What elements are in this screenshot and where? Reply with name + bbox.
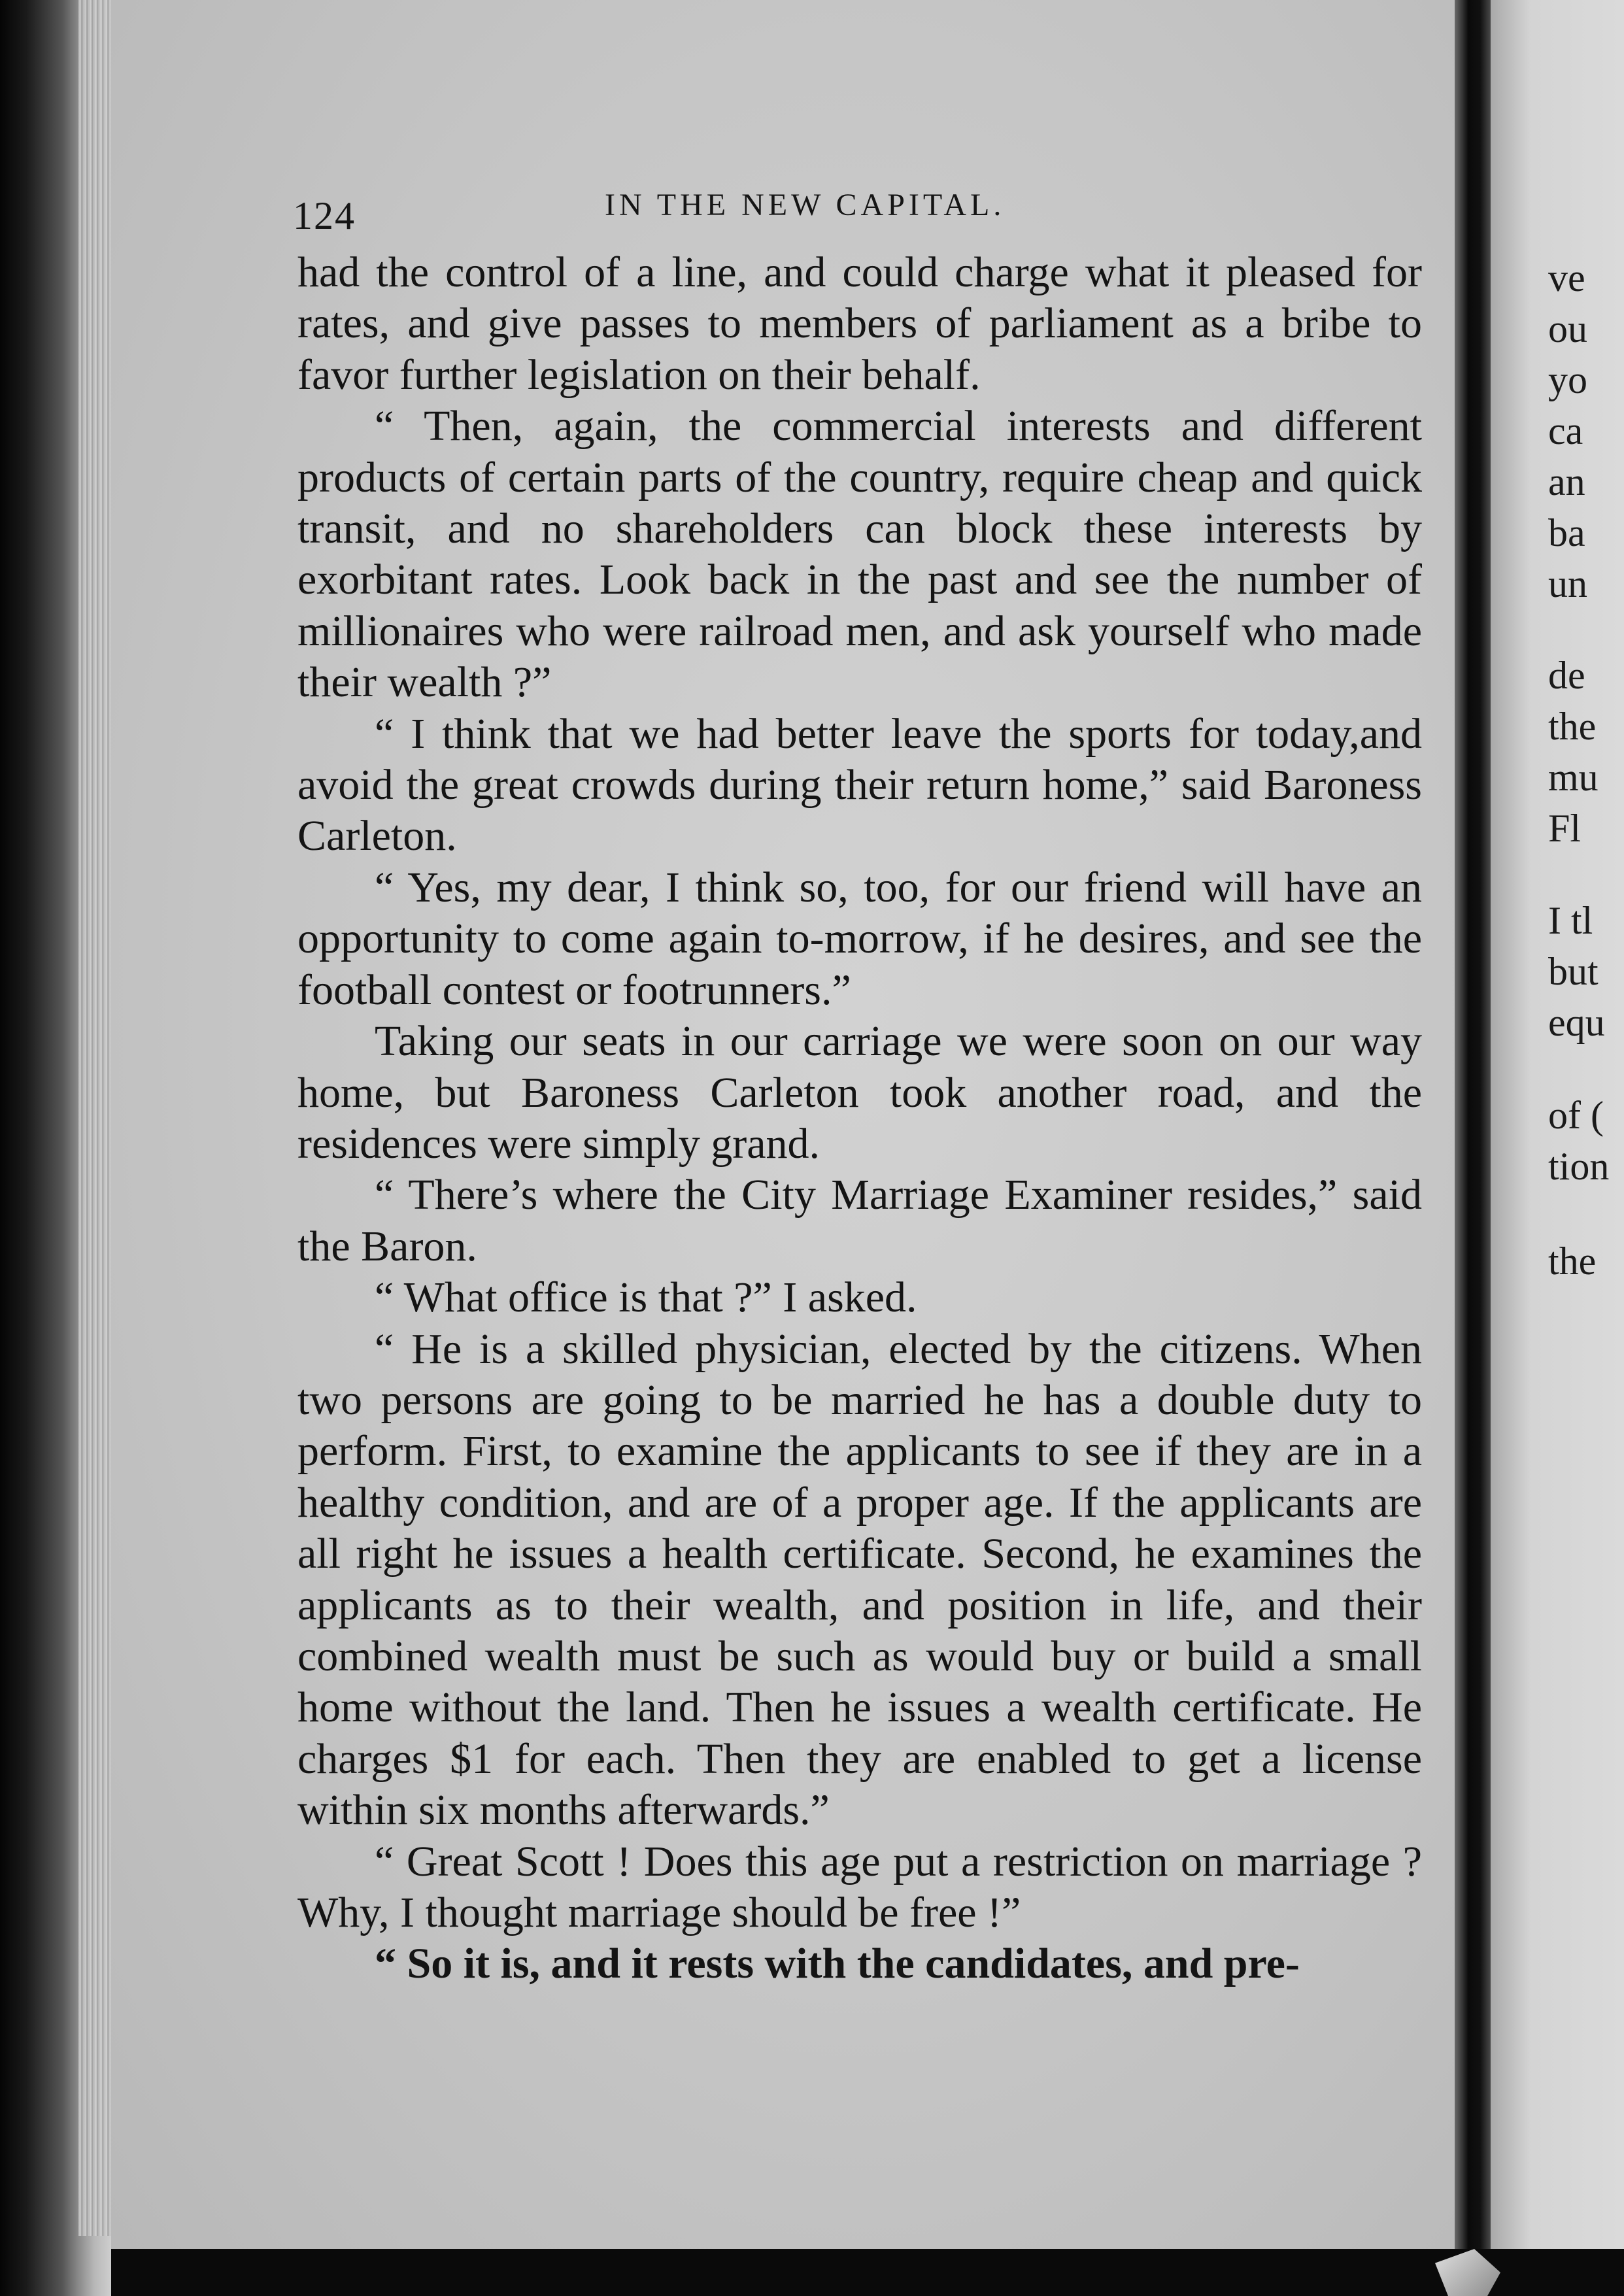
facing-fragment: yo	[1548, 358, 1587, 401]
scan-border	[111, 2249, 1624, 2296]
facing-fragment: ca	[1548, 409, 1583, 452]
paragraph: “ Great Scott ! Does this age put a restriction on marriage ? Why, I thought marriage should be free !”	[297, 1837, 1422, 1936]
facing-page	[1491, 0, 1624, 2249]
facing-fragment: an	[1548, 460, 1585, 503]
paragraph: “ Yes, my dear, I think so, too, for our friend will have an opportunity to come again to-morrow, if he desires, and see the football contest or footrunners.”	[297, 863, 1422, 1014]
facing-fragment: de	[1548, 654, 1585, 697]
facing-fragment: ba	[1548, 511, 1585, 554]
facing-fragment: mu	[1548, 756, 1599, 799]
paragraph: “ I think that we had better leave the sports for today,and avoid the great crowds during their return home,” said Baroness Carleton.	[297, 709, 1422, 860]
facing-fragment: Fl	[1548, 807, 1582, 850]
running-head: IN THE NEW CAPITAL.	[605, 188, 1006, 222]
facing-fragment: the	[1548, 705, 1597, 748]
body-text	[297, 247, 1422, 1990]
facing-fragment: un	[1548, 562, 1587, 605]
paragraph: had the control of a line, and could charge what it pleased for rates, and give passes to members of parliament as a bribe to favor further legislation on their behalf.	[297, 248, 1422, 399]
paragraph: “ What office is that ?” I asked.	[375, 1274, 917, 1322]
facing-fragment: tion	[1548, 1145, 1610, 1188]
paragraph: “ Then, again, the commercial interests and different products of certain parts of the country, require cheap and quick transit, and no shareholders can block these interests by exorbitant rates. Look back in the past and see the number of millionaires who were railroad men, and ask yourself who made their wealth ?”	[297, 402, 1422, 707]
book-gutter	[1455, 0, 1494, 2296]
facing-fragment: of (	[1548, 1094, 1604, 1137]
facing-fragment: equ	[1548, 1001, 1605, 1044]
facing-fragment: ou	[1548, 307, 1587, 350]
paragraph: “ He is a skilled physician, elected by the citizens. When two persons are going to be married he has a double duty to perform. First, to examine the applicants to see if they are in a healthy condition, and are of a proper age. If the applicants are all right he issues a health certificate. Second, he examines the applicants as to their wealth, and position in life, and their combined wealth must be such as would buy or build a small home without the land. Then he issues a wealth certificate. He charges $1 for each. Then they are enabled to get a license within six months afterwards.”	[297, 1325, 1422, 1834]
paragraph: “ So it is, and it rests with the candidates, and pre-	[375, 1940, 1300, 1988]
facing-fragment: ve	[1548, 256, 1585, 299]
facing-fragment: I tl	[1548, 899, 1593, 942]
page-number: 124	[293, 194, 356, 237]
paragraph: Taking our seats in our carriage we were soon on our way home, but Baroness Carleton took another road, and the residences were simply grand.	[297, 1017, 1422, 1168]
facing-fragment: the	[1548, 1240, 1597, 1283]
facing-fragment: but	[1548, 950, 1599, 993]
paragraph: “ There’s where the City Marriage Examiner resides,” said the Baron.	[297, 1171, 1422, 1270]
